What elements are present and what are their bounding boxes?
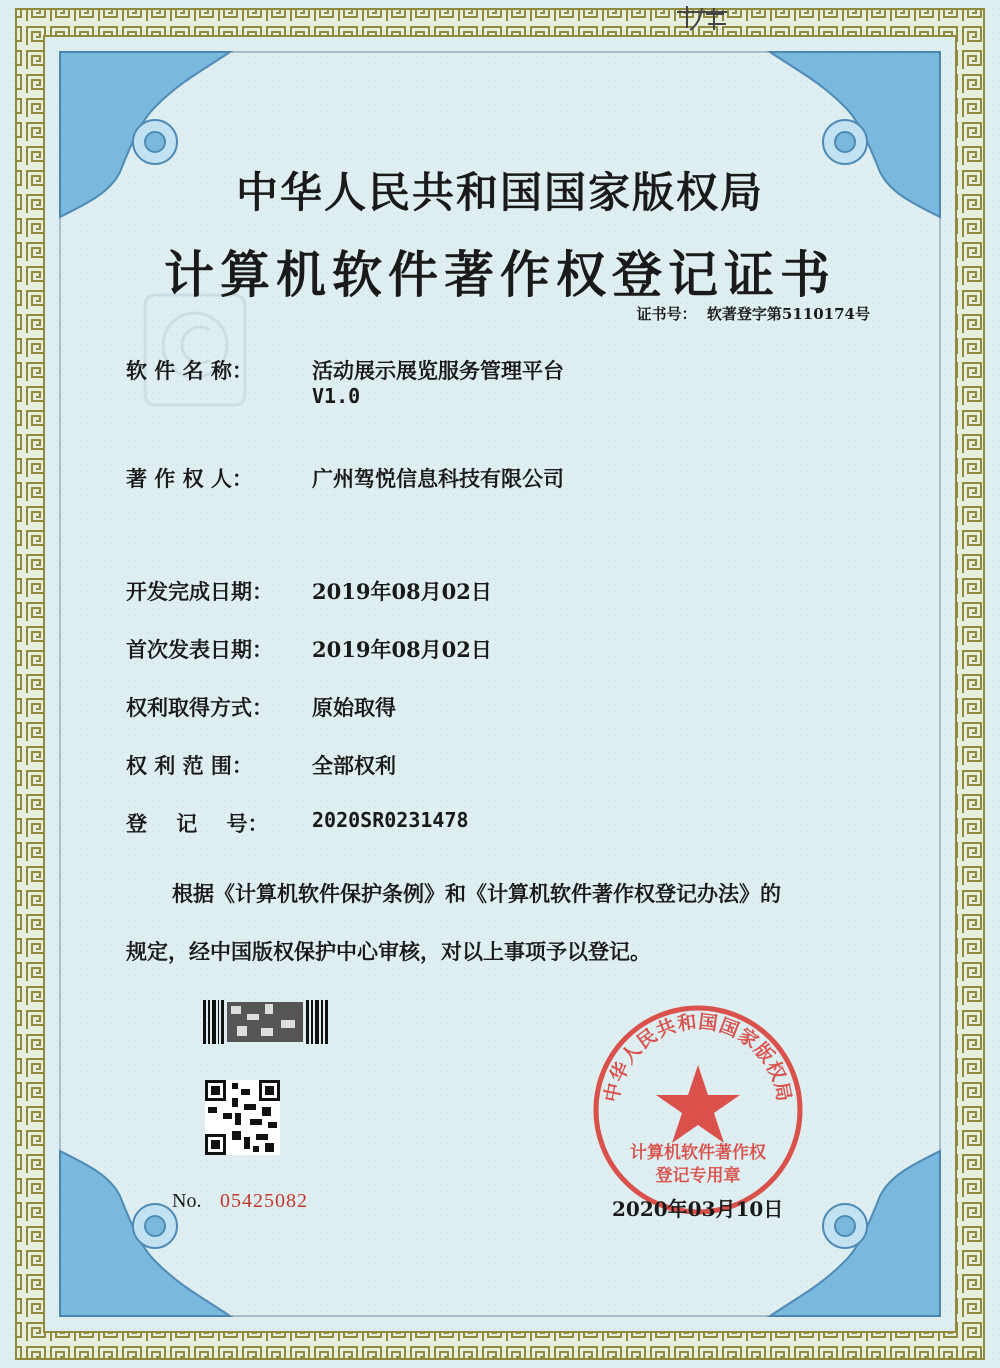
acquire-method-value: 原始取得: [312, 695, 396, 720]
registration-number-value: 2020SR0231478: [312, 808, 469, 832]
dev-date-value: 2019年08月02日: [312, 579, 492, 604]
acquire-method-label: 权利取得方式：: [126, 695, 273, 720]
seal-line-2: 登记专用章: [655, 1166, 741, 1186]
scope-label: 权 利 范 围：: [126, 753, 253, 778]
serial-number: 05425082: [220, 1190, 308, 1212]
registration-number-label: 登 记 号：: [126, 811, 269, 836]
statement-line-1: 根据《计算机软件保护条例》和《计算机软件著作权登记办法》的: [172, 881, 781, 906]
qr-code: [205, 1080, 280, 1155]
issuing-authority: 中华人民共和国国家版权局: [235, 168, 764, 217]
software-name-label: 软 件 名 称：: [126, 358, 253, 383]
seal-line-1: 计算机软件著作权: [630, 1143, 766, 1163]
dev-date-label: 开发完成日期：: [126, 579, 273, 604]
serial-prefix: No.: [172, 1190, 202, 1212]
barcode: [203, 1000, 328, 1044]
pub-date-value: 2019年08月02日: [312, 637, 492, 662]
statement-line-2: 规定，经中国版权保护中心审核，对以上事项予以登记。: [126, 939, 651, 964]
seal-outer-text: 中华人民共和国国家版权局: [600, 1010, 796, 1105]
official-seal: [591, 1003, 805, 1217]
pub-date-label: 首次发表日期：: [126, 637, 273, 662]
owner-value: 广州驾悦信息科技有限公司: [312, 466, 564, 491]
scope-value: 全部权利: [312, 753, 396, 778]
handwritten-mark: [672, 2, 732, 32]
software-name-value: 活动展示展览服务管理平台: [312, 358, 564, 383]
owner-label: 著 作 权 人：: [126, 466, 253, 491]
issue-date: 2020年03月10日: [612, 1197, 784, 1221]
certificate-number: 证书号： 软著登字第5110174号: [636, 305, 870, 323]
software-version-value: V1.0: [312, 384, 361, 408]
certificate-title: 计算机软件著作权登记证书: [164, 245, 836, 304]
